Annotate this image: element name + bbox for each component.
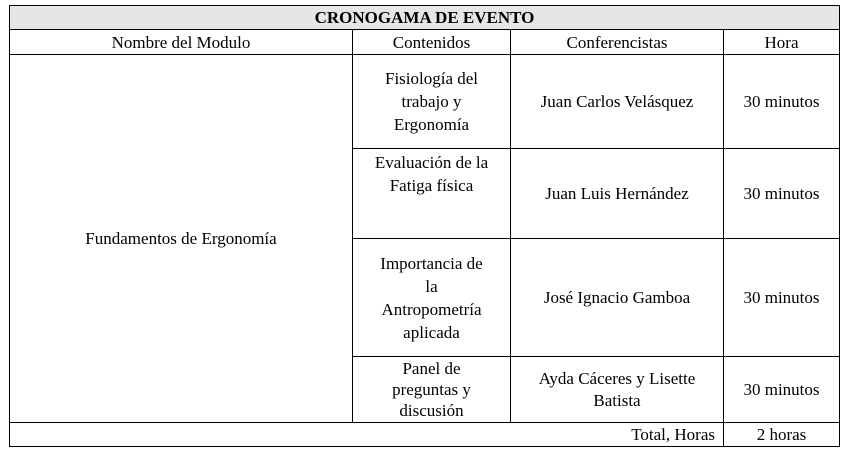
- content-line: la: [425, 276, 438, 296]
- header-contents: Contenidos: [353, 30, 511, 55]
- header-module: Nombre del Modulo: [10, 30, 353, 55]
- total-label: Total, Horas: [10, 423, 724, 447]
- time-cell: 30 minutos: [724, 357, 840, 423]
- content-line: Antropometría: [381, 299, 482, 319]
- speaker-line: Ayda Cáceres y Lisette: [538, 368, 696, 388]
- table-row: [10, 55, 840, 149]
- speaker-cell: [511, 149, 724, 239]
- speaker-line: Juan Carlos Velásquez: [540, 92, 694, 111]
- content-line: trabajo y: [401, 92, 462, 111]
- content-cell: [353, 357, 511, 423]
- module-name-cell: Fundamentos de Ergonomía: [10, 55, 353, 423]
- content-line: Fisiología del: [384, 69, 479, 88]
- content-cell: [353, 239, 511, 357]
- content-line: aplicada: [403, 322, 460, 342]
- time-cell: 30 minutos: [724, 149, 840, 239]
- speaker-line: José Ignacio Gamboa: [543, 288, 691, 307]
- content-line: preguntas y: [392, 380, 471, 399]
- time-cell: 30 minutos: [724, 55, 840, 149]
- content-line: Evaluación de la: [374, 153, 489, 172]
- speaker-cell: [511, 357, 724, 423]
- total-row: [10, 423, 840, 447]
- speaker-cell: [511, 55, 724, 149]
- header-row: [10, 30, 840, 55]
- header-speakers: Conferencistas: [511, 30, 724, 55]
- speaker-line: Batista: [593, 390, 641, 410]
- content-line: Fatiga física: [389, 176, 474, 195]
- content-line: discusión: [399, 401, 464, 420]
- total-value: 2 horas: [724, 423, 840, 447]
- content-line: Importancia de: [380, 253, 483, 273]
- speaker-line: Juan Luis Hernández: [545, 184, 689, 203]
- content-line: Ergonomía: [393, 115, 470, 134]
- speaker-cell: [511, 239, 724, 357]
- content-line: Panel de: [402, 359, 461, 378]
- header-time: Hora: [724, 30, 840, 55]
- title-row: [10, 6, 840, 30]
- content-cell: [353, 149, 511, 239]
- time-cell: 30 minutos: [724, 239, 840, 357]
- content-cell: [353, 55, 511, 149]
- table-title: CRONOGAMA DE EVENTO: [10, 6, 840, 30]
- event-schedule-table: [9, 5, 840, 447]
